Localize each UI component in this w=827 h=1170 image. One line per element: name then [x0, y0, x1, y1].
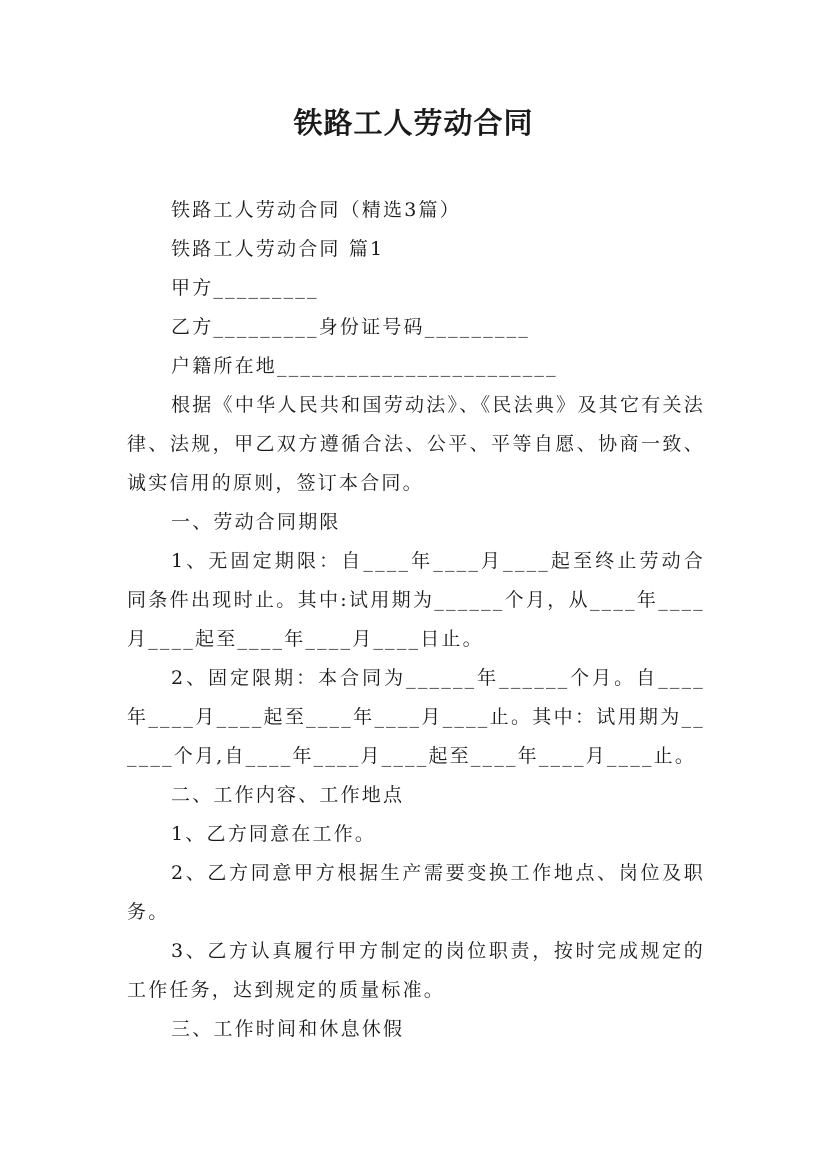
preamble-paragraph: 根据《中华人民共和国劳动法》、《民法典》及其它有关法律、法规，甲乙双方遵循合法、公平、平等自愿、协商一致、诚实信用的原则，签订本合同。	[127, 394, 705, 494]
party-a-line: 甲方_________	[171, 277, 319, 299]
household-registration-line: 户籍所在地________________________	[171, 355, 558, 377]
clause-work-agreement: 1、乙方同意在工作。	[171, 823, 377, 845]
document-body	[127, 191, 705, 1049]
document-title: 铁路工人劳动合同	[293, 106, 534, 140]
section-heading-contract-term: 一、劳动合同期限	[171, 511, 341, 533]
clause-fixed-term: 2、固定限期：本合同为______年______个月。自____年____月____起至____年____月____止。其中：试用期为______个月,自____年____月____起至____年____月____止。	[127, 667, 705, 767]
clause-indefinite-term: 1、无固定期限：自____年____月____起至终止劳动合同条件出现时止。其中:试用期为______个月，从____年____月____起至____年____月____日止。	[127, 550, 705, 650]
party-b-line: 乙方_________身份证号码_________	[171, 316, 531, 338]
section-heading-working-hours: 三、工作时间和休息休假	[171, 1018, 405, 1040]
clause-job-duties: 3、乙方认真履行甲方制定的岗位职责，按时完成规定的工作任务，达到规定的质量标准。	[127, 940, 705, 1001]
subtitle: 铁路工人劳动合同（精选3篇）	[171, 199, 461, 221]
section-heading-work-content: 二、工作内容、工作地点	[171, 784, 405, 806]
section-heading-part-1: 铁路工人劳动合同 篇1	[171, 238, 385, 260]
clause-work-location-change: 2、乙方同意甲方根据生产需要变换工作地点、岗位及职务。	[127, 862, 705, 923]
